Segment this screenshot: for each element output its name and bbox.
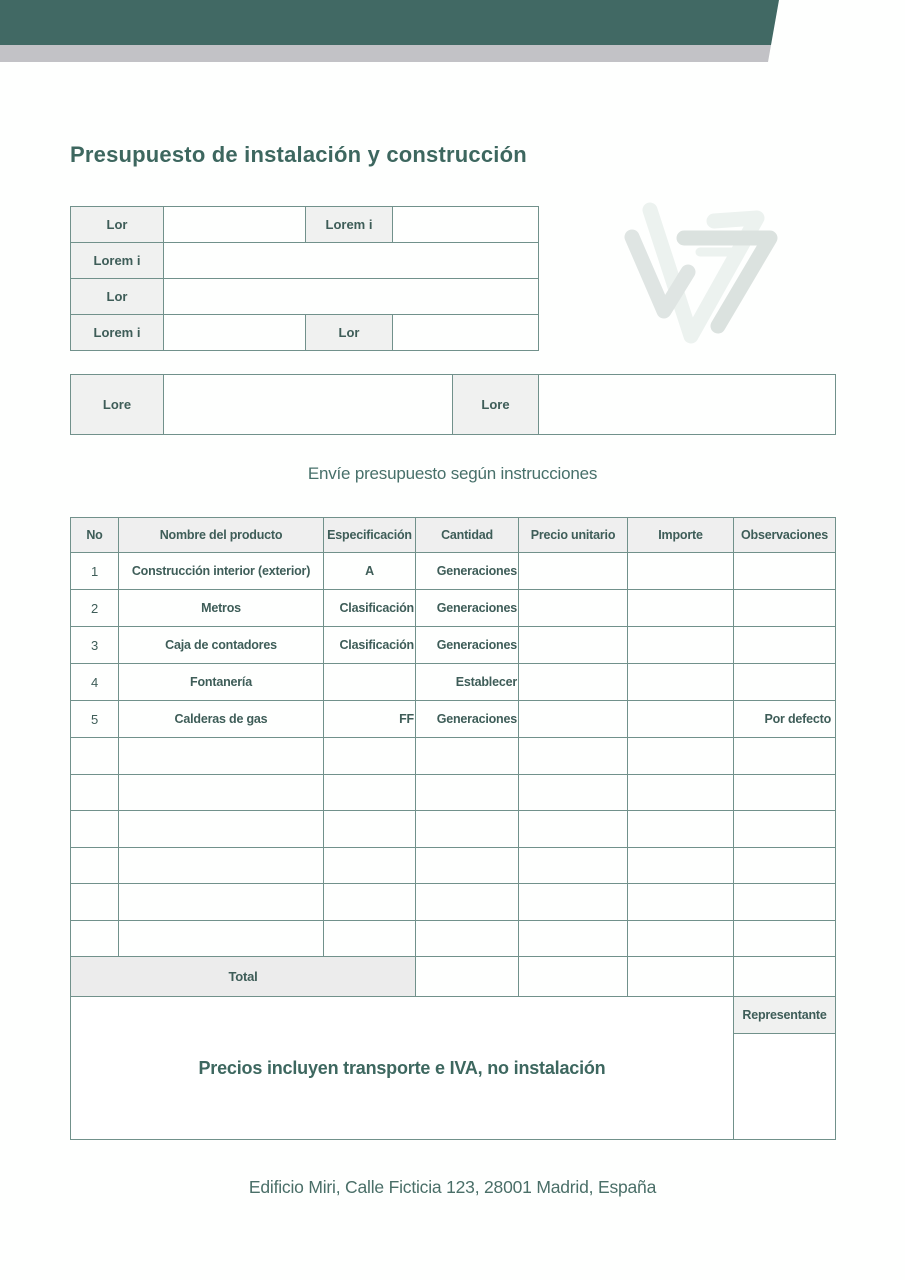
header-precio-unitario: Precio unitario bbox=[519, 518, 628, 553]
cell-importe bbox=[628, 664, 734, 701]
cell-especificacion: FF bbox=[324, 701, 416, 738]
info-value-cell bbox=[164, 279, 539, 315]
info-label: Lor bbox=[306, 315, 393, 351]
cell-observaciones bbox=[734, 590, 836, 627]
cell-observaciones bbox=[734, 664, 836, 701]
top-banner-teal-stripe bbox=[0, 0, 905, 45]
info-label: Lorem i bbox=[306, 207, 393, 243]
info-label: Lor bbox=[71, 207, 164, 243]
cell-precio-unitario bbox=[519, 627, 628, 664]
info-label: Lorem i bbox=[71, 243, 164, 279]
cell-cantidad: Generaciones bbox=[416, 590, 519, 627]
total-importe-cell bbox=[628, 957, 734, 997]
cell-importe bbox=[628, 553, 734, 590]
info-value-cell bbox=[393, 315, 539, 351]
page-title: Presupuesto de instalación y construcción bbox=[70, 142, 527, 167]
cell-especificacion: A bbox=[324, 553, 416, 590]
cell-cantidad: Generaciones bbox=[416, 627, 519, 664]
representative-signature-cell bbox=[734, 1034, 836, 1140]
header-no: No bbox=[71, 518, 119, 553]
footer-address: Edificio Miri, Calle Ficticia 123, 28001 Madrid, España bbox=[248, 1177, 657, 1197]
total-row bbox=[71, 957, 836, 997]
cell-no: 5 bbox=[71, 701, 119, 738]
cell-cantidad: Establecer bbox=[416, 664, 519, 701]
cell-observaciones bbox=[734, 553, 836, 590]
cell-no: 4 bbox=[71, 664, 119, 701]
empty-product-row bbox=[71, 847, 836, 884]
cell-nombre: Calderas de gas bbox=[119, 701, 324, 738]
cell-importe bbox=[628, 627, 734, 664]
total-observaciones-cell bbox=[734, 957, 836, 997]
total-cantidad-cell bbox=[416, 957, 519, 997]
representative-label: Representante bbox=[734, 997, 836, 1034]
info-row bbox=[71, 279, 539, 315]
contact-value-cell bbox=[164, 375, 453, 435]
cell-importe bbox=[628, 701, 734, 738]
cell-precio-unitario bbox=[519, 553, 628, 590]
brand-logo-icon bbox=[612, 190, 797, 348]
info-label: Lor bbox=[71, 279, 164, 315]
product-row bbox=[71, 701, 836, 738]
cell-observaciones: Por defecto bbox=[734, 701, 836, 738]
cell-observaciones bbox=[734, 627, 836, 664]
header-nombre: Nombre del producto bbox=[119, 518, 324, 553]
cell-nombre: Metros bbox=[119, 590, 324, 627]
empty-product-row bbox=[71, 774, 836, 811]
contact-table bbox=[70, 374, 836, 435]
cell-especificacion: Clasificación bbox=[324, 627, 416, 664]
product-row bbox=[71, 627, 836, 664]
cell-nombre: Caja de contadores bbox=[119, 627, 324, 664]
empty-product-row bbox=[71, 811, 836, 848]
header-observaciones: Observaciones bbox=[734, 518, 836, 553]
cell-nombre: Construcción interior (exterior) bbox=[119, 553, 324, 590]
total-precio-cell bbox=[519, 957, 628, 997]
instruction-text: Envíe presupuesto según instrucciones bbox=[307, 464, 598, 483]
product-row bbox=[71, 590, 836, 627]
empty-product-row bbox=[71, 738, 836, 775]
notice-and-representative-row bbox=[71, 997, 836, 1034]
info-label: Lorem i bbox=[71, 315, 164, 351]
cell-precio-unitario bbox=[519, 590, 628, 627]
info-row bbox=[71, 315, 539, 351]
product-row bbox=[71, 553, 836, 590]
cell-cantidad: Generaciones bbox=[416, 553, 519, 590]
info-table bbox=[70, 206, 539, 351]
top-banner bbox=[0, 0, 905, 62]
contact-label: Lore bbox=[453, 375, 539, 435]
header-especificacion: Especificación bbox=[324, 518, 416, 553]
product-row bbox=[71, 664, 836, 701]
products-header-row bbox=[71, 518, 836, 553]
info-value-cell bbox=[393, 207, 539, 243]
info-value-cell bbox=[164, 315, 306, 351]
info-row bbox=[71, 243, 539, 279]
empty-product-row bbox=[71, 884, 836, 921]
contact-label: Lore bbox=[71, 375, 164, 435]
cell-precio-unitario bbox=[519, 664, 628, 701]
cell-no: 1 bbox=[71, 553, 119, 590]
top-banner-gray-stripe bbox=[0, 45, 905, 62]
cell-especificacion: Clasificación bbox=[324, 590, 416, 627]
cell-no: 2 bbox=[71, 590, 119, 627]
contact-value-cell bbox=[539, 375, 836, 435]
info-value-cell bbox=[164, 243, 539, 279]
cell-nombre: Fontanería bbox=[119, 664, 324, 701]
contact-row bbox=[71, 375, 836, 435]
info-value-cell bbox=[164, 207, 306, 243]
info-row bbox=[71, 207, 539, 243]
header-importe: Importe bbox=[628, 518, 734, 553]
header-cantidad: Cantidad bbox=[416, 518, 519, 553]
price-notice: Precios incluyen transporte e IVA, no instalación bbox=[71, 997, 734, 1140]
cell-cantidad: Generaciones bbox=[416, 701, 519, 738]
cell-no: 3 bbox=[71, 627, 119, 664]
cell-especificacion bbox=[324, 664, 416, 701]
cell-precio-unitario bbox=[519, 701, 628, 738]
products-table bbox=[70, 517, 836, 1140]
total-label: Total bbox=[71, 957, 416, 997]
cell-importe bbox=[628, 590, 734, 627]
empty-product-row bbox=[71, 920, 836, 957]
